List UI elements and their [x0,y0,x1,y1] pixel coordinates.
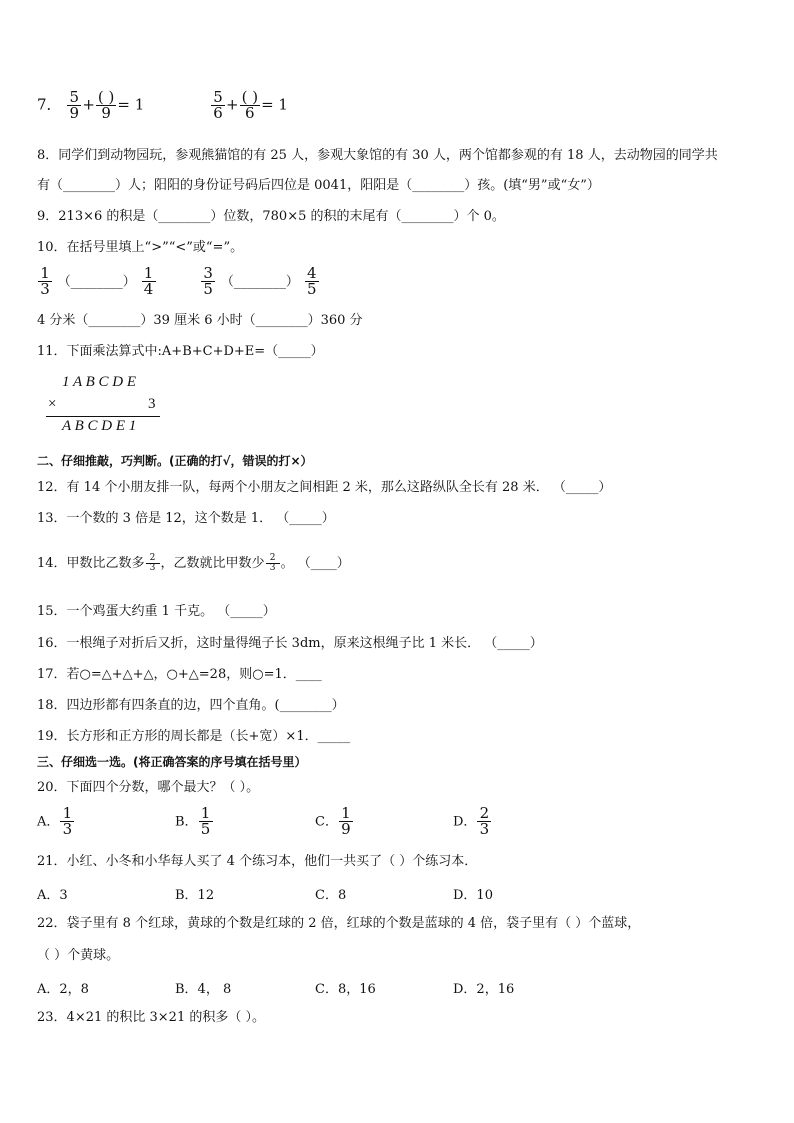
question-10-fractions [37,266,320,297]
question-13[interactable]: 13．一个数的 3 倍是 12，这个数是 1． （_____） [37,511,335,526]
option-c[interactable]: C．8 [315,888,347,903]
question-15[interactable]: 15．一个鸡蛋大约重 1 千克。 （_____） [37,604,276,619]
question-10-units[interactable]: 4 分米（________）39 厘米 6 小时（________）360 分 [37,313,363,328]
option-c[interactable]: C． $\frac{1}{9}$ [315,806,354,837]
question-10-title: 10．在括号里填上“>”“<”或“=”。 [37,240,244,255]
fraction-blank[interactable]: $\frac{( )}{9}$ [97,88,115,122]
option-a[interactable]: A．3 [37,888,68,903]
option-b[interactable]: B．4， 8 [175,982,232,997]
question-number: 7． [37,95,62,114]
question-19[interactable]: 19．长方形和正方形的周长都是（长+宽）×1．_____ [37,729,351,744]
question-16[interactable]: 16．一根绳子对折后又折，这时量得绳子长 3dm，原来这根绳子比 1 米长． （_____） [37,636,543,651]
divider-line [46,416,160,417]
fraction: $\frac{1}{4}$ [142,266,156,297]
question-8-line-2[interactable]: 有（________）人；阳阳的身份证号码后四位是 0041，阳阳是（________）孩。(填“男”或“女”） [37,178,600,193]
question-12[interactable]: 12．有 14 个小朋友排一队，每两个小朋友之间相距 2 米，那么这路纵队全长有 28 米． （_____） [37,480,612,495]
fraction-blank[interactable]: $\frac{( )}{6}$ [241,88,259,122]
question-23[interactable]: 23．4×21 的积比 3×21 的积多（ ）。 [37,1010,265,1025]
fraction: $\frac{2}{3}$ [266,554,280,573]
compare-blank[interactable]: （________） [220,274,299,290]
fraction: $\frac{1}{3}$ [38,266,52,297]
question-21-title[interactable]: 21．小红、小冬和小华每人买了 4 个练习本，他们一共买了（ ）个练习本． [37,854,478,869]
fraction: $\frac{2}{3}$ [146,554,160,573]
option-d[interactable]: D． $\frac{2}{3}$ [453,806,492,837]
multiplier: 3 [148,396,156,412]
compare-blank[interactable]: （________） [57,274,136,290]
question-22-line-1[interactable]: 22．袋子里有 8 个红球，黄球的个数是红球的 2 倍，红球的个数是蓝球的 4 倍，袋子里有（ ）个蓝球， [37,916,641,931]
question-22-line-2[interactable]: （ ）个黄球。 [37,948,120,963]
times-sign: × [48,396,57,412]
question-7: 7． $\frac{5}{9}$ + $\frac{( )}{9}$ = 1 [37,88,145,122]
fraction: $\frac{4}{5}$ [305,266,319,297]
fraction: $\frac{5}{6}$ [211,90,225,121]
product: A B C D E 1 [62,418,137,434]
multiplicand: 1 A B C D E [62,374,137,390]
section-2-heading: 二、仔细推敲，巧判断。(正确的打√，错误的打×） [37,454,313,468]
option-b[interactable]: B．12 [175,888,215,903]
option-a[interactable]: A． $\frac{1}{3}$ [37,806,75,837]
option-b[interactable]: B． $\frac{1}{5}$ [175,806,214,837]
question-7-part-b: $\frac{5}{6}$ + $\frac{( )}{6}$ = 1 [210,90,288,121]
option-c[interactable]: C．8，16 [315,982,376,997]
fraction: $\frac{5}{9}$ [67,90,81,121]
question-11-title[interactable]: 11．下面乘法算式中:A+B+C+D+E=（_____） [37,344,324,359]
question-18[interactable]: 18．四边形都有四条直的边，四个直角。(________） [37,698,345,713]
option-d[interactable]: D．10 [453,888,493,903]
multiplication-vertical [44,374,164,440]
question-8-line-1: 8．同学们到动物园玩，参观熊猫馆的有 25 人，参观大象馆的有 30 人，两个馆都参观的有 18 人，去动物园的同学共 [37,148,718,163]
section-3-heading: 三、仔细选一选。(将正确答案的序号填在括号里） [37,755,307,769]
option-a[interactable]: A．2，8 [37,982,89,997]
fraction: $\frac{3}{5}$ [201,266,215,297]
question-17[interactable]: 17．若○=△+△+△，○+△=28，则○=1．____ [37,667,322,682]
question-9[interactable]: 9．213×6 的积是（________）位数，780×5 的积的末尾有（________）个 0。 [37,209,505,224]
option-d[interactable]: D．2，16 [453,982,515,997]
question-14[interactable]: 14．甲数比乙数多 $\frac{2}{3}$ ，乙数就比甲数少 $\frac{2}{3}$ 。 （____） [37,553,350,573]
question-20-title[interactable]: 20．下面四个分数，哪个最大？（ ）。 [37,780,260,795]
